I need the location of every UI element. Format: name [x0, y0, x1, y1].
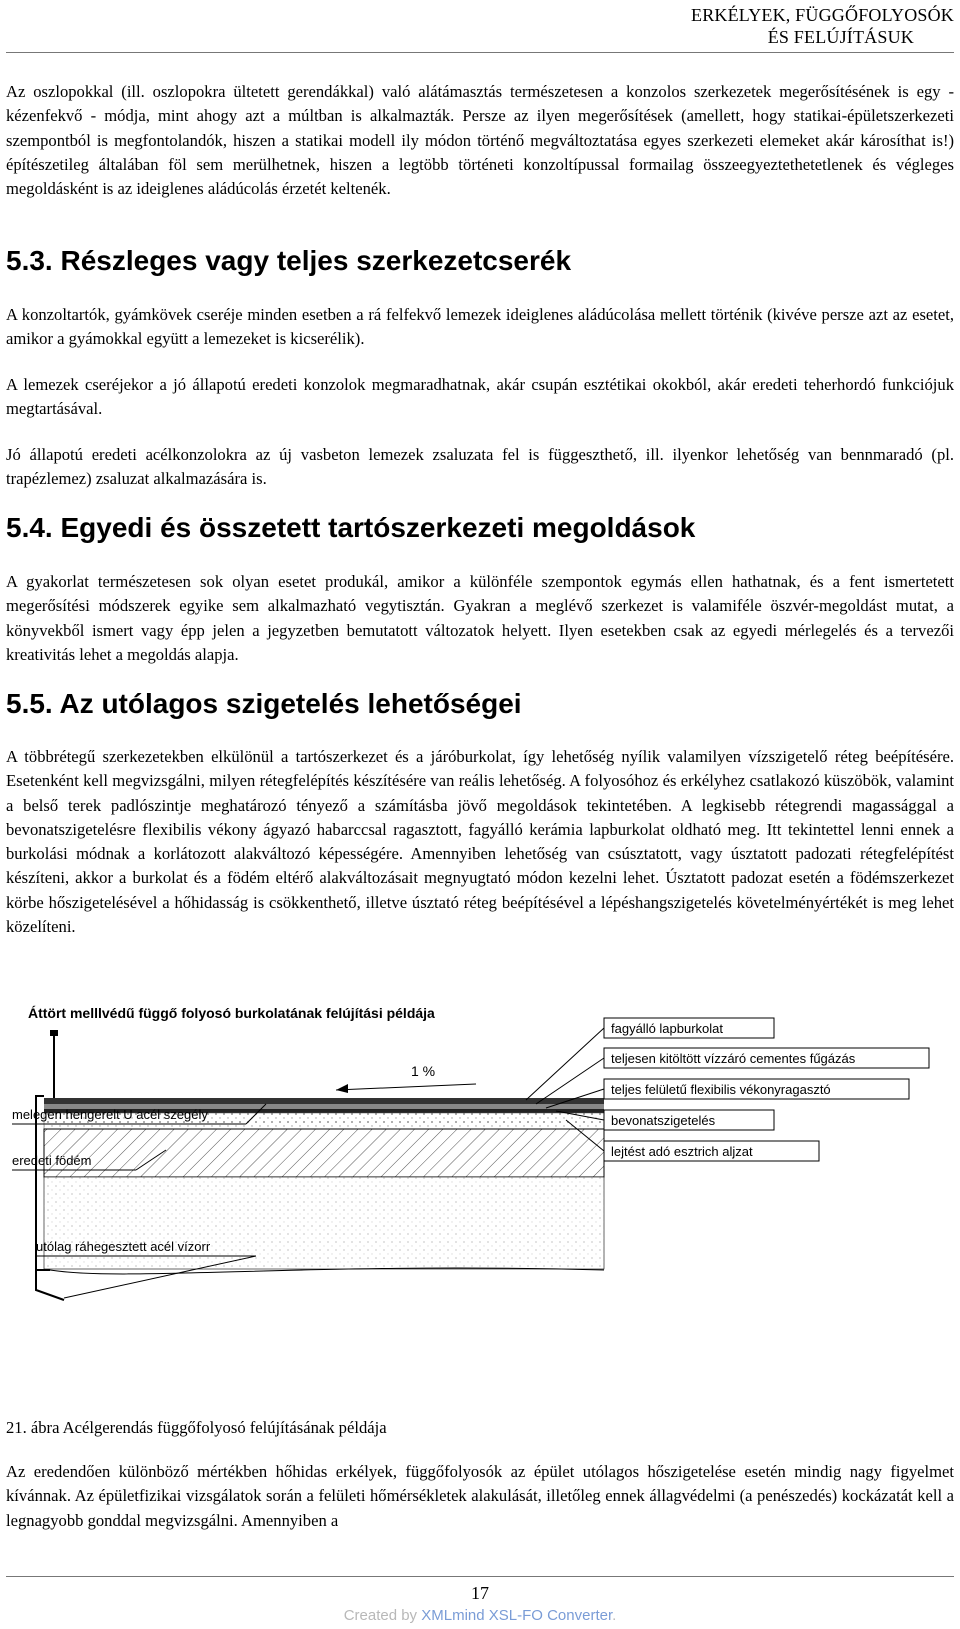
- running-header: [554, 4, 954, 48]
- paragraph: Jó állapotú eredeti acélkonzolokra az új vasbeton lemezek zsaluzata fel is függeszthető, ill. ilyenkor lehetőség van bennmaradó (pl. trapézlemez) zsaluzat alkalmazására is.: [6, 445, 954, 489]
- label-original-slab: eredeti födém: [12, 1153, 92, 1168]
- label-u-channel: melegen hengerelt U acél szegély: [12, 1107, 208, 1122]
- paragraph: A konzoltartók, gyámkövek cseréje minden esetben a rá felfekvő lemezek ideiglenes aládúcolása mellett történik (kivéve persze azt az esetet, amikor a gyámokkal együtt a lemezeket is kicserélik).: [6, 305, 954, 349]
- section-heading-5-4: 5.4. Egyedi és összetett tartószerkezeti megoldások: [6, 512, 696, 543]
- figure-caption: 21. ábra Acélgerendás függőfolyosó felújításának példája: [6, 1418, 387, 1437]
- footer-prefix: Created by: [343, 1607, 422, 1624]
- section-heading-5-5: 5.5. Az utólagos szigetelés lehetőségei: [6, 688, 522, 719]
- page-number: 17: [471, 1583, 489, 1603]
- paragraph: A lemezek cseréjekor a jó állapotú eredeti konzolok megmaradhatnak, akár csupán esztétikai okokból, akár eredeti teherhordó funkciójuk megtartásával.: [6, 375, 954, 419]
- label-adhesive: teljes felületű flexibilis vékonyragasztó: [611, 1082, 831, 1097]
- header-line-2: ÉS FELÚJÍTÁSUK: [767, 27, 914, 47]
- label-grout: teljesen kitöltött vízzáró cementes fűgázás: [611, 1051, 856, 1066]
- figure-title: Áttört melllvédű függő folyosó burkolatának felújítási példája: [28, 1005, 435, 1021]
- paragraph: Az oszlopokkal (ill. oszlopokra ültetett gerendákkal) való alátámasztás természetesen a konzolos szerkezetek megerősítésének is egy - kézenfekvő - módja, mint ahogy azt a múltban is alkalmazták. Persze az ilyen megerősítések (amellett, hogy statikai-épületszerkezeti szempontból is megfontolandók, hiszen a statikai modell ily módon történő megváltoztatása egyes szerkezeti elemeket akár károsíthat is!) építészetileg általában föl sem merülhetnek, hiszen a legtöbb történeti konzoltípussal formailag összeegyeztethetetlenek és végleges megoldásként is az ideiglenes aládúcolás érzetét keltenék.: [6, 82, 954, 199]
- footer-brand: XMLmind XSL-FO Converter: [421, 1607, 613, 1624]
- section-heading-5-3: 5.3. Részleges vagy teljes szerkezetcserék: [6, 245, 572, 276]
- footer-credit: [0, 1607, 960, 1624]
- slope-label: 1 %: [411, 1063, 436, 1079]
- label-waterproofing: bevonatszigetelés: [611, 1113, 716, 1128]
- footer-rule: [6, 1576, 954, 1577]
- paragraph: A gyakorlat természetesen sok olyan esetet produkál, amikor a különféle szempontok egymás ellen hathatnak, és a fent ismertetett megerősítési módszerek egyike sem alkalmazható vegytisztán. Gyakran a meglévő szerkezet is valamiféle öszvér-megoldást mutat, a könyvekből ismert vagy épp jelen a jegyzetben bemutatott változatok helyett. Ilyen esetekben csak az egyedi mérlegelés és a tervezői kreativitás lehet a megoldás alapja.: [6, 572, 954, 664]
- header-rule: [6, 52, 954, 53]
- tile-layer: [44, 1098, 604, 1104]
- footer-suffix: .: [612, 1607, 617, 1624]
- paragraph: Az eredendően különböző mértékben hőhidas erkélyek, függőfolyosók az épület utólagos hőszigetelése esetén mindig nagy figyelmet kívánnak. Az épületfizikai vizsgálatok során a felületi hőmérsékletek alakulását, illetőleg ennek állagvédelmi (a penészedés) kockázatát kell a legnagyobb gonddal megvizsgálni. Amennyiben a: [6, 1462, 954, 1530]
- label-drip-edge: utólag ráhegesztett acél vízorr: [36, 1239, 211, 1254]
- label-tile: fagyálló lapburkolat: [611, 1021, 724, 1036]
- label-screed: lejtést adó esztrich aljzat: [611, 1144, 753, 1159]
- balcony-renovation-figure: [6, 1000, 954, 1395]
- header-line-1: ERKÉLYEK, FÜGGŐFOLYOSÓK: [691, 5, 954, 25]
- paragraph: A többrétegű szerkezetekben elkülönül a tartószerkezet és a járóburkolat, így lehetőség nyílik valamilyen vízszigetelő réteg beépítésére. Esetenként kell megvizsgálni, milyen rétegfelépítés készítésére van reális lehetőség. A folyosóhoz és erkélyhez csatlakozó küszöbök, valamint a belső terek padlószintje meghatározó tényező a számításba jövő megoldások tekintetében. A legkisebb rétegrendi magassággal a bevonatszigetelésre flexibilis vékony ágyazó habarccsal ragasztott, fagyálló kerámia lapburkolat oldható meg. Itt tekintettel lenni ennek a burkolási módnak a korlátozott alakváltozó képességére. Amennyiben lehetőség van csúsztatott, vagy úsztatott padozati rétegfelépítést készíteni, akkor a burkolat és a födém eltérő alakváltozásait megnyugtató módon kezelni lehet. Úsztatott padozat esetén a födémszerkezet körbe hőszigetelésével a hőhidasság is csökkenthető, illetve úsztató réteg beépítésével a lépéshangszigetelés követelményértékét is meg lehet közelíteni.: [6, 747, 954, 937]
